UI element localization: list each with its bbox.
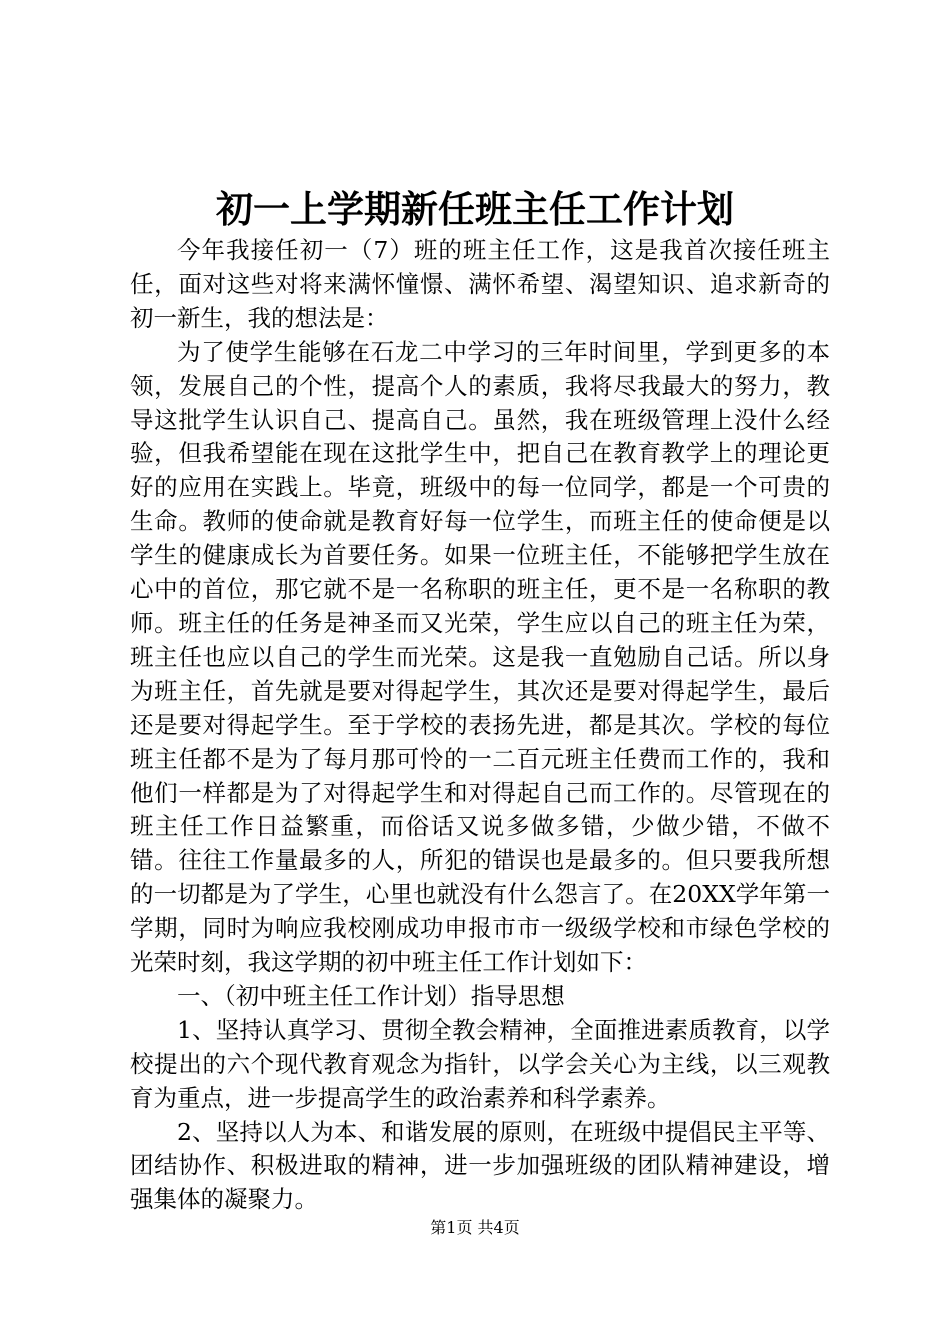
page-number-footer: 第1页 共4页 [430,1218,520,1237]
document-title: 初一上学期新任班主任工作计划 [216,187,734,231]
paragraph-main: 为了使学生能够在石龙二中学习的三年时间里，学到更多的本领，发展自己的个性，提高个人的素质，我将尽我最大的努力，教导这批学生认识自己、提高自己。虽然，我在班级管理上没什么经验，但我希望能在现在这批学生中，把自己在教育教学上的理论更好的应用在实践上。毕竟，班级中的每一位同学，都是一个可贵的生命。教师的使命就是教育好每一位学生，而班主任的使命便是以学生的健康成长为首要任务。如果一位班主任，不能够把学生放在心中的首位，那它就不是一名称职的班主任，更不是一名称职的教师。班主任的任务是神圣而又光荣，学生应以自己的班主任为荣，班主任也应以自己的学生而光荣。这是我一直勉励自己话。所以身为班主任，首先就是要对得起学生，其次还是要对得起学生，最后还是要对得起学生。至于学校的表扬先进，都是其次。学校的每位班主任都不是为了每月那可怜的一二百元班主任费而工作的，我和他们一样都是为了对得起学生和对得起自己而工作的。尽管现在的班主任工作日益繁重，而俗话又说多做多错，少做少错，不做不错。往往工作量最多的人，所犯的错误也是最多的。但只要我所想的一切都是为了学生，心里也就没有什么怨言了。在20XX学年第一学期，同时为响应我校刚成功申报市市一级级学校和市绿色学校的光荣时刻，我这学期的初中班主任工作计划如下： [130,337,830,977]
paragraph-intro: 今年我接任初一（7）班的班主任工作，这是我首次接任班主任，面对这些对将来满怀憧憬、满怀希望、渴望知识、追求新奇的初一新生，我的想法是： [130,236,830,332]
paragraph-point-1: 1、坚持认真学习、贯彻全教会精神，全面推进素质教育，以学校提出的六个现代教育观念为指针，以学会关心为主线，以三观教育为重点，进一步提高学生的政治素养和科学素养。 [130,1015,830,1112]
paragraph-point-2: 2、坚持以人为本、和谐发展的原则，在班级中提倡民主平等、团结协作、积极进取的精神，进一步加强班级的团队精神建设，增强集体的凝聚力。 [130,1117,830,1214]
section-heading-guiding-ideology: 一、（初中班主任工作计划）指导思想 [177,981,565,1010]
document-body [130,234,830,1217]
